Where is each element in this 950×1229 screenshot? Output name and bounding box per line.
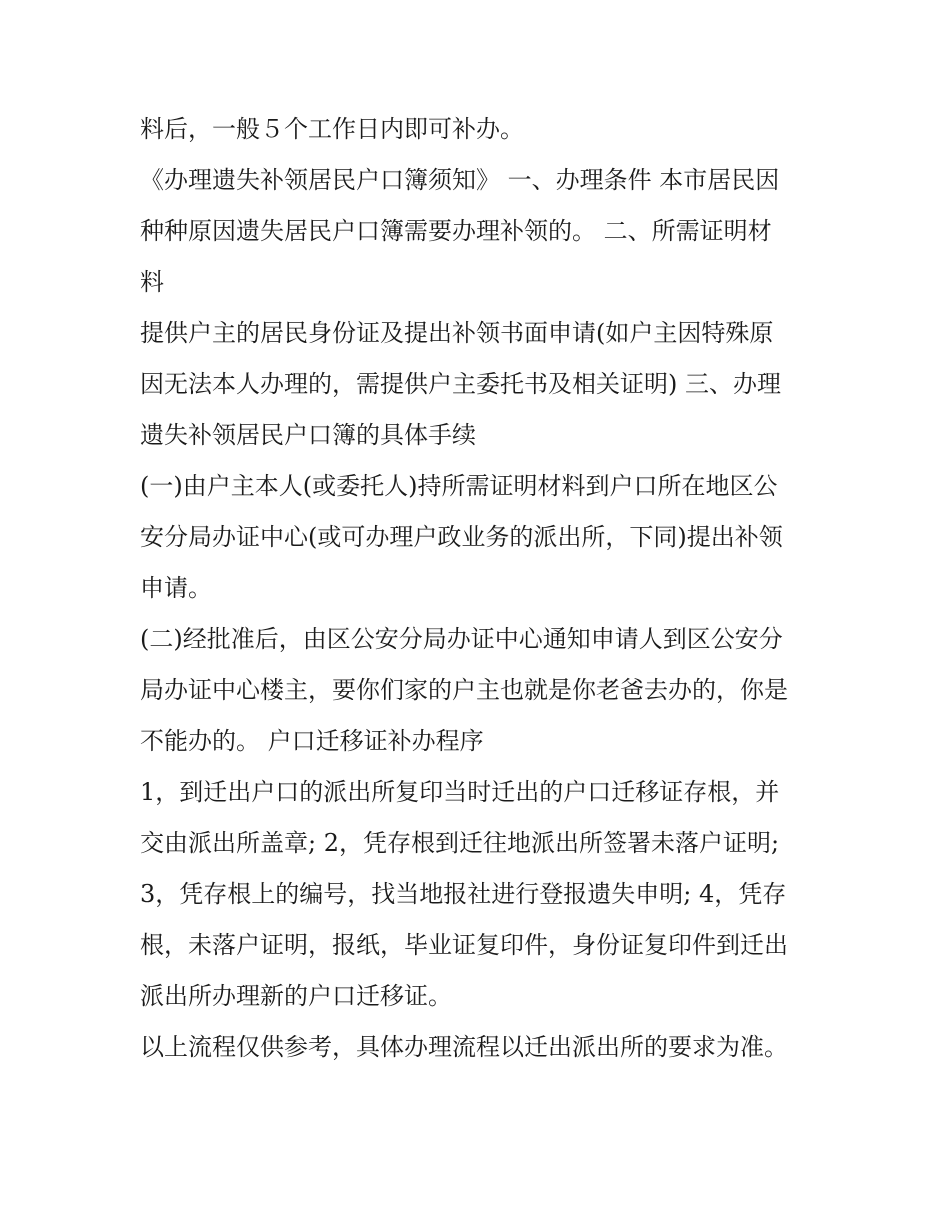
text-line: 因无法本人办理的，需提供户主委托书及相关证明) 三、办理	[140, 370, 781, 398]
text-line: 申请。	[140, 574, 212, 602]
text-line: 种种原因遗失居民户口簿需要办理补领的。 二、所需证明材	[140, 217, 772, 245]
text-line: 局办证中心楼主，要你们家的户主也就是你老爸去办的，你是	[140, 676, 788, 704]
text-line: 提供户主的居民身份证及提出补领书面申请(如户主因特殊原	[140, 319, 774, 347]
text-line: 遗失补领居民户口簿的具体手续	[140, 421, 476, 449]
text-line: (一)由户主本人(或委托人)持所需证明材料到户口所在地区公	[140, 472, 778, 500]
text-line: (二)经批准后，由区公安分局办证中心通知申请人到区公安分	[140, 625, 783, 653]
text-line: 《办理遗失补领居民户口簿须知》 一、办理条件 本市居民因	[140, 166, 780, 194]
text-line: 料	[140, 268, 164, 296]
text-line: 1，到迁出户口的派出所复印当时迁出的户口迁移证存根，并	[140, 778, 780, 806]
text-line: 不能办的。 户口迁移证补办程序	[140, 727, 484, 755]
text-line: 派出所办理新的户口迁移证。	[140, 982, 452, 1010]
text-line: 交由派出所盖章; 2，凭存根到迁往地派出所签署未落户证明;	[140, 829, 780, 857]
text-line: 以上流程仅供参考，具体办理流程以迁出派出所的要求为准。	[140, 1033, 788, 1061]
text-line: 3，凭存根上的编号，找当地报社进行登报遗失申明; 4，凭存	[140, 880, 787, 908]
text-line: 根，未落户证明，报纸，毕业证复印件，身份证复印件到迁出	[140, 931, 788, 959]
document-body	[140, 104, 820, 1073]
text-line: 安分局办证中心(或可办理户政业务的派出所，下同)提出补领	[140, 523, 783, 551]
text-line: 料后，一般５个工作日内即可补办。	[140, 115, 524, 143]
